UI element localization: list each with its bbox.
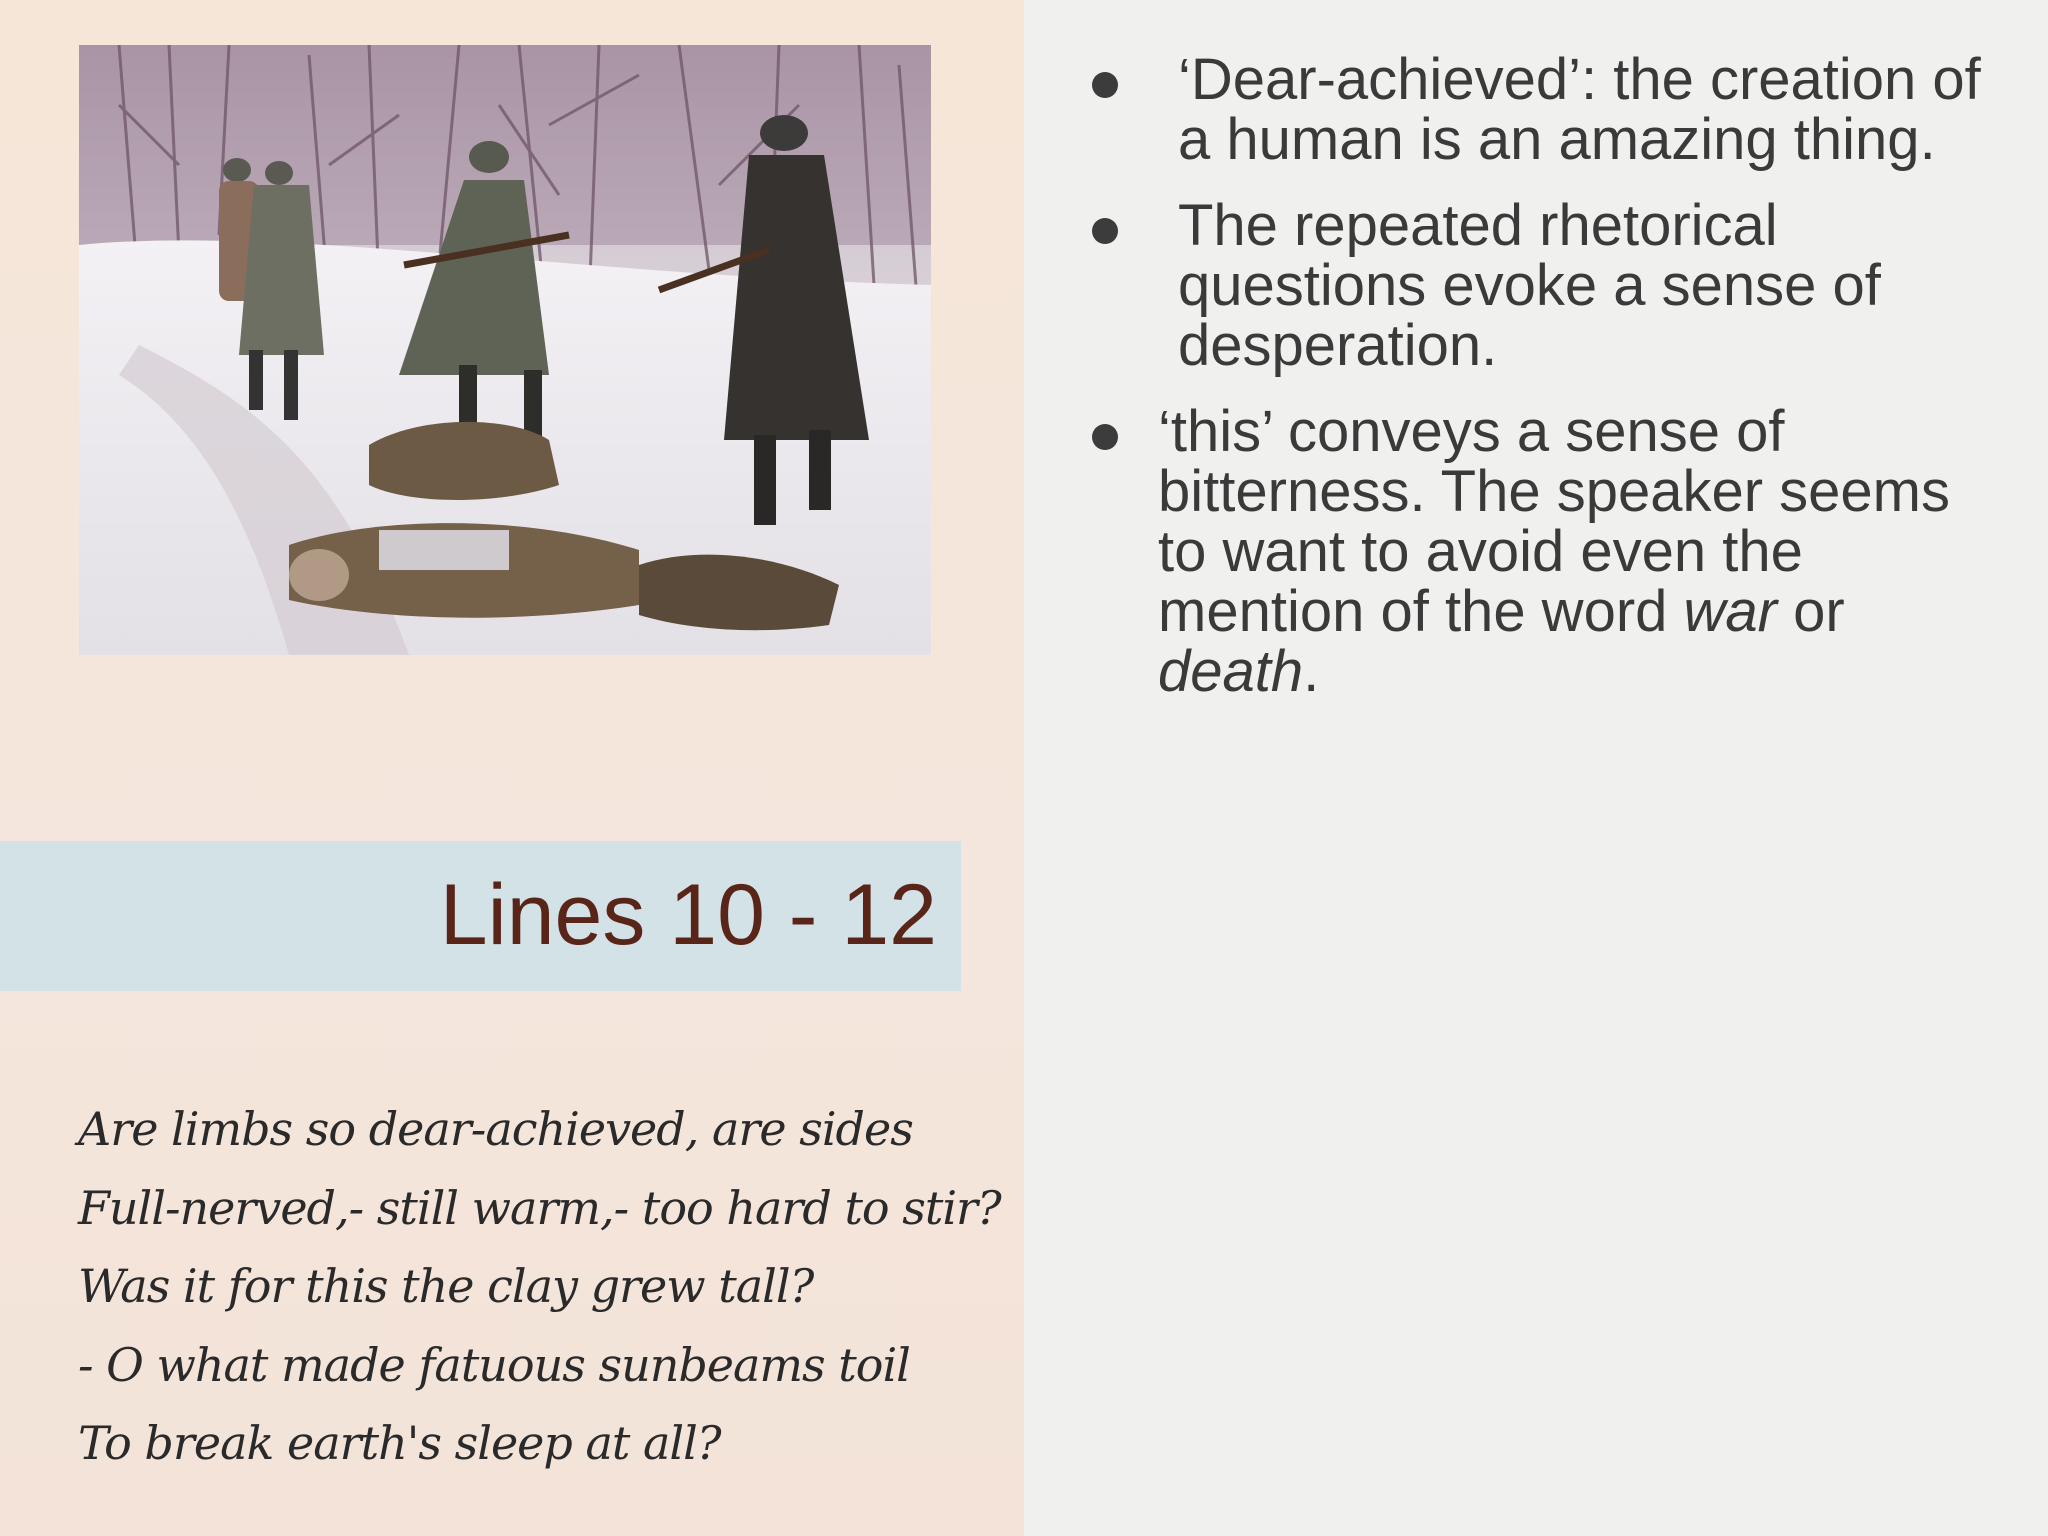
italic-word-war: war	[1683, 579, 1777, 644]
bullet-item	[1092, 193, 2012, 378]
italic-word-death: death	[1158, 639, 1304, 704]
poem-excerpt	[78, 1090, 1001, 1483]
bullet-item	[1092, 47, 2012, 172]
bullet-text-part: or	[1776, 579, 1845, 644]
analysis-bullets	[1092, 47, 2012, 728]
poem-line: Full-nerved,- still warm,- too hard to stir?	[78, 1180, 1001, 1235]
bullet-text-part: ‘this’ conveys a sense of bitterness. The speaker seems to want to avoid even the mention of the word	[1158, 399, 1950, 644]
bullet-text: ‘Dear-achieved’: the creation of a human is an amazing thing.	[1178, 47, 1981, 172]
poem-line: To break earth's sleep at all?	[78, 1416, 721, 1470]
poem-line: - O what made fatuous sunbeams toil	[78, 1337, 910, 1392]
bullet-dot-icon	[1092, 72, 1118, 98]
bullet-dot-icon	[1092, 218, 1118, 244]
bullet-item	[1092, 399, 2012, 704]
title-band	[0, 841, 961, 991]
bullet-dot-icon	[1092, 424, 1118, 450]
bullet-text	[1158, 399, 2012, 704]
poem-line: Was it for this the clay grew tall?	[78, 1259, 814, 1313]
bullet-text: The repeated rhetorical questions evoke a sense of desperation.	[1178, 193, 1881, 378]
slide-title: Lines 10 - 12	[439, 867, 937, 963]
bullet-text-part: .	[1303, 639, 1320, 704]
poem-line: Are limbs so dear-achieved, are sides	[78, 1102, 913, 1156]
war-photo	[79, 45, 931, 655]
